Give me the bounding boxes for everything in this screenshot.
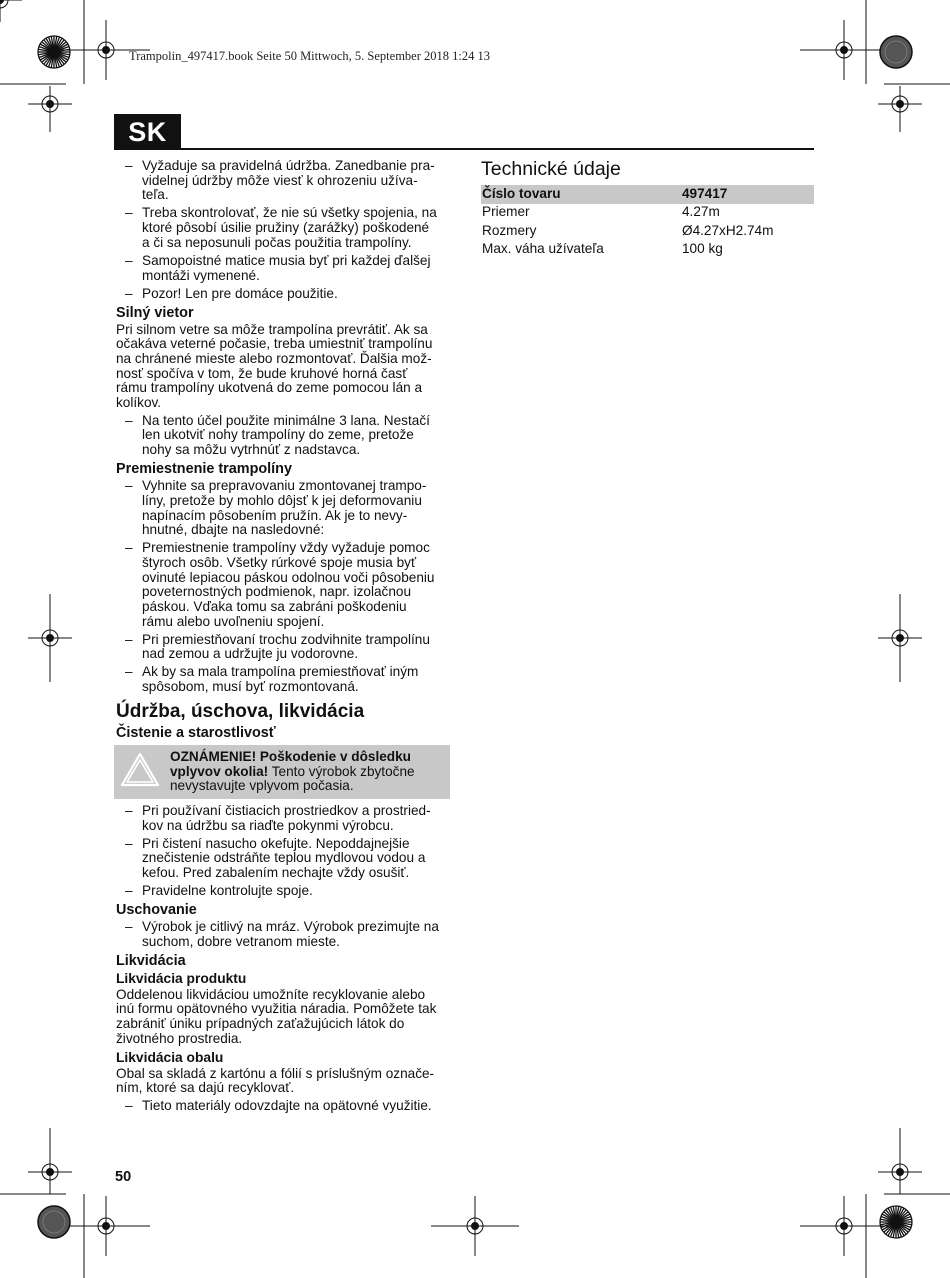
list-item-text: Vyžaduje sa pravidelná údržba. Zanedbanie pra- videlnej údržby môže viesť k ohrozeniu užíva- teľa.: [142, 158, 435, 203]
spec-label: Max. váha užívateľa: [482, 241, 604, 257]
spec-value: 100 kg: [682, 241, 723, 257]
list-item: [116, 633, 452, 662]
bullet-dash: –: [125, 205, 133, 221]
list-item-text: Pri čistení nasucho okefujte. Nepoddajnejšie znečistenie odstráňte teplou mydlovou vodou a kefou. Pred zabalením nechajte vždy osušiť.: [142, 835, 426, 880]
list-item: [116, 665, 452, 694]
heading-product-disposal: Likvidácia produktu: [116, 970, 247, 986]
heading-packaging-disposal: Likvidácia obalu: [116, 1049, 224, 1065]
heading-storage: Uschovanie: [116, 901, 197, 918]
packaging-list: [116, 1099, 452, 1114]
bullet-dash: –: [125, 1097, 133, 1113]
list-item: [116, 804, 452, 833]
spec-table: [481, 185, 814, 259]
list-item-text: Pri premiestňovaní trochu zodvihnite trampolínu nad zemou a udržujte ju vodorovne.: [142, 631, 430, 662]
list-item-text: Treba skontrolovať, že nie sú všetky spojenia, na ktoré pôsobí úsilie pružiny (zarážky) poškodené a či sa neposunuli počas použitia trampolíny.: [142, 205, 437, 250]
packaging-disposal-text: Obal sa skladá z kartónu a fólií s príslušným označe- ním, ktoré sa dajú recyklovať.: [116, 1065, 435, 1096]
notice-box: [114, 745, 450, 799]
spec-label: Priemer: [482, 204, 530, 220]
storage-list: [116, 920, 452, 949]
list-item: [116, 541, 452, 629]
spec-row: [481, 222, 814, 241]
cleaning-list: [116, 804, 452, 899]
language-tab: SK: [114, 114, 181, 150]
heading-maintenance: Údržba, úschova, likvidácia: [116, 700, 365, 722]
heading-cleaning: Čistenie a starostlivosť: [116, 724, 276, 741]
list-item: [116, 479, 452, 538]
product-disposal-text: Oddelenou likvidáciou umožníte recyklovanie alebo inú formu opätovného využitia náradia. Pomôžete tak zabrániť úniku prípadných zaťažujúcich látok do životného prostredia.: [116, 986, 437, 1046]
list-item-text: Pravidelne kontrolujte spoje.: [142, 882, 313, 898]
list-item: [116, 1099, 452, 1114]
header-rule: [114, 148, 814, 150]
left-column: [116, 159, 452, 1117]
bullet-dash: –: [125, 412, 133, 428]
strong-wind-text: Pri silnom vetre sa môže trampolína prevrátiť. Ak sa očakáva veterné počasie, treba umiestniť trampolínu na chránené mieste alebo rozmontovať. Ďalšia mož- nosť spočíva v tom, že bude kruhové horná časť rámu trampolíny ukotvená do zeme pomocou lán a kolíkov.: [116, 321, 433, 411]
list-item: [116, 414, 452, 458]
list-item-text: Pri používaní čistiacich prostriedkov a prostried- kov na údržbu sa riaďte pokynmi výrobcu.: [142, 802, 431, 833]
spec-row: [481, 241, 814, 260]
notice-text: [170, 750, 445, 794]
intro-list: [116, 159, 452, 301]
heading-disposal: Likvidácia: [116, 952, 186, 969]
list-item: [116, 287, 452, 302]
list-item-text: Vyhnite sa prepravovaniu zmontovanej trampo- líny, pretože by mohlo dôjsť k jej deformovaniu napínacím pôsobením pružín. Ak je to nevy- hnutné, dbajte na nasledovné:: [142, 478, 427, 538]
notice-body: Tento výrobok zbytočne nevystavujte vplyvom počasia.: [170, 763, 415, 794]
bullet-dash: –: [125, 882, 133, 898]
spec-value: 497417: [681, 185, 814, 204]
strong-wind-list: [116, 414, 452, 458]
bullet-dash: –: [125, 835, 133, 851]
list-item-text: Ak by sa mala trampolína premiestňovať iným spôsobom, musí byť rozmontovaná.: [142, 664, 419, 695]
list-item: [116, 254, 452, 283]
bullet-dash: –: [125, 540, 133, 556]
bullet-dash: –: [125, 918, 133, 934]
spec-label: Rozmery: [482, 222, 537, 238]
heading-strong-wind: Silný vietor: [116, 304, 194, 321]
heading-moving: Premiestnenie trampolíny: [116, 461, 292, 478]
bullet-dash: –: [125, 478, 133, 494]
list-item-text: Pozor! Len pre domáce použitie.: [142, 285, 338, 301]
registration-starburst: [38, 36, 70, 68]
list-item-text: Premiestnenie trampolíny vždy vyžaduje pomoc štyroch osôb. Všetky rúrkové spoje musia byť ovinuté lepiacou páskou odolnou voči pôsobeniu poveternostných podmienok, napr. izolačnou páskou. Vďaka tomu sa zabráni poškodeniu rámu alebo uvoľneniu spojení.: [142, 540, 435, 629]
page-number: 50: [115, 1169, 132, 1185]
list-item: [116, 206, 452, 250]
list-item-text: Samopoistné matice musia byť pri každej ďalšej montáži vymenené.: [142, 252, 431, 283]
tech-data-title: Technické údaje: [481, 158, 621, 180]
list-item: [116, 920, 452, 949]
right-column: [481, 158, 813, 259]
list-item: [116, 884, 452, 899]
moving-list: [116, 479, 452, 695]
bullet-dash: –: [125, 285, 133, 301]
spec-row: [481, 185, 814, 204]
bullet-dash: –: [125, 158, 133, 173]
list-item-text: Výrobok je citlivý na mráz. Výrobok prezimujte na suchom, dobre vetranom mieste.: [142, 918, 439, 949]
spec-value: 4.27m: [682, 204, 720, 220]
warning-triangle-icon: [120, 752, 160, 788]
bullet-dash: –: [125, 664, 133, 680]
spec-label: Číslo tovaru: [481, 185, 681, 204]
spec-row: [481, 204, 814, 223]
spec-value: Ø4.27xH2.74m: [682, 222, 774, 238]
list-item: [116, 159, 452, 203]
list-item-text: Tieto materiály odovzdajte na opätovné využitie.: [142, 1097, 432, 1113]
bullet-dash: –: [125, 802, 133, 818]
list-item: [116, 837, 452, 881]
bullet-dash: –: [125, 252, 133, 268]
notice-bold: OZNÁMENIE! Poškodenie v dôsledku vplyvov okolia!: [170, 748, 411, 779]
list-item-text: Na tento účel použite minimálne 3 lana. Nestačí len ukotviť nohy trampolíny do zeme, pretože nohy sa môžu vytrhnúť z nadstavca.: [142, 412, 430, 458]
print-slug: Trampolin_497417.book Seite 50 Mittwoch, 5. September 2018 1:24 13: [129, 49, 490, 63]
bullet-dash: –: [125, 631, 133, 647]
